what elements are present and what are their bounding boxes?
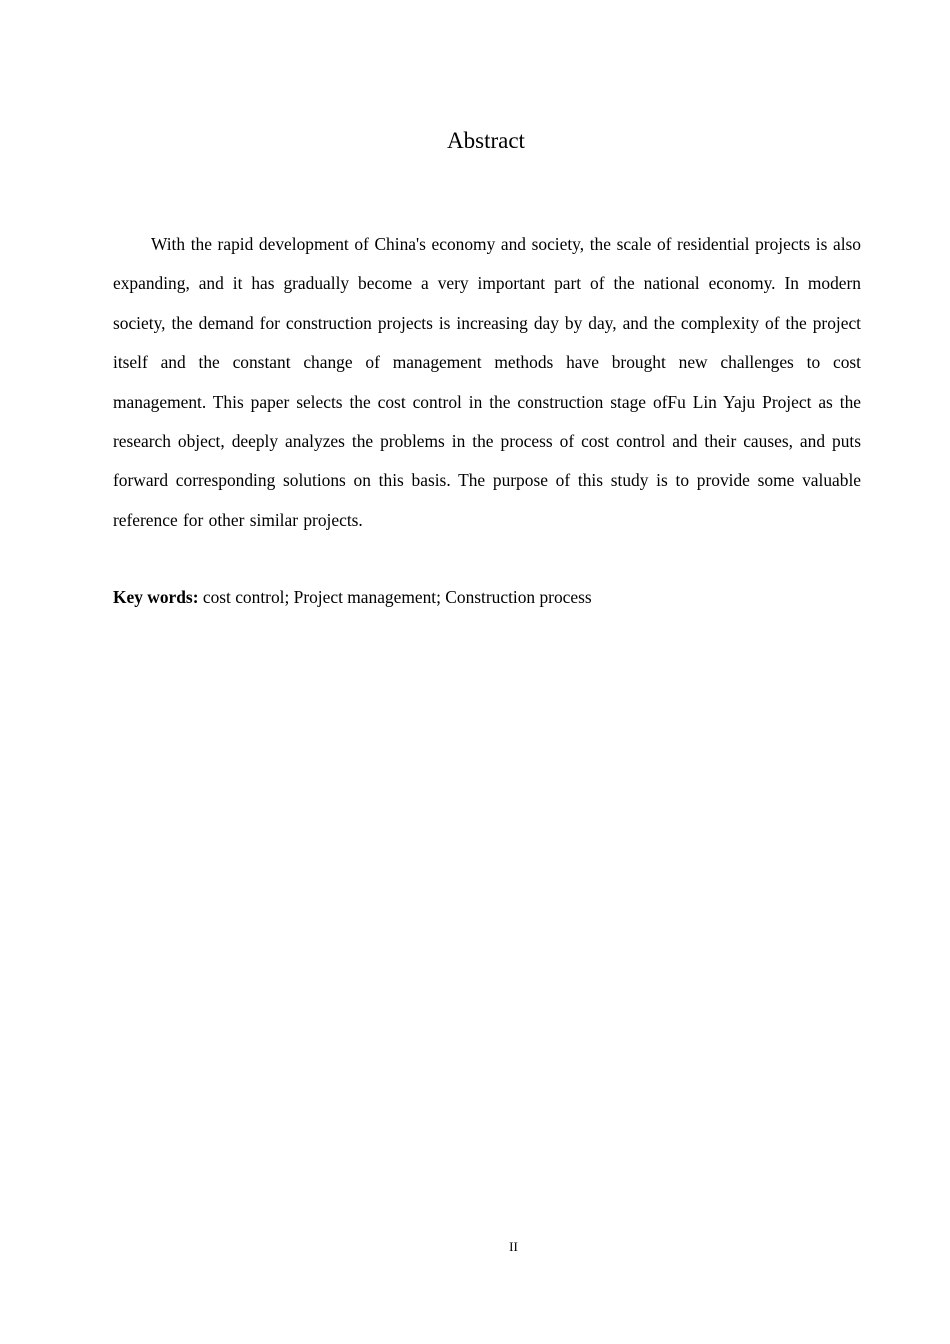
keywords-label: Key words: <box>113 587 199 607</box>
abstract-title: Abstract <box>447 128 525 153</box>
keywords-line <box>113 582 861 612</box>
abstract-paragraph: With the rapid development of China's economy and society, the scale of residential projects is also expanding, and it has gradually become a very important part of the national economy. In modern society, the demand for construction projects is increasing day by day, and the complexity of the project itself and the constant change of management methods have brought new challenges to cost management. This paper selects the cost control in the construction stage ofFu Lin Yaju Project as the research object, deeply analyzes the problems in the process of cost control and their causes, and puts forward corresponding solutions on this basis. The purpose of this study is to provide some valuable reference for other similar projects. <box>113 234 861 530</box>
page-number: II <box>509 1239 518 1254</box>
keywords-list: cost control; Project management; Construction process <box>198 587 592 607</box>
